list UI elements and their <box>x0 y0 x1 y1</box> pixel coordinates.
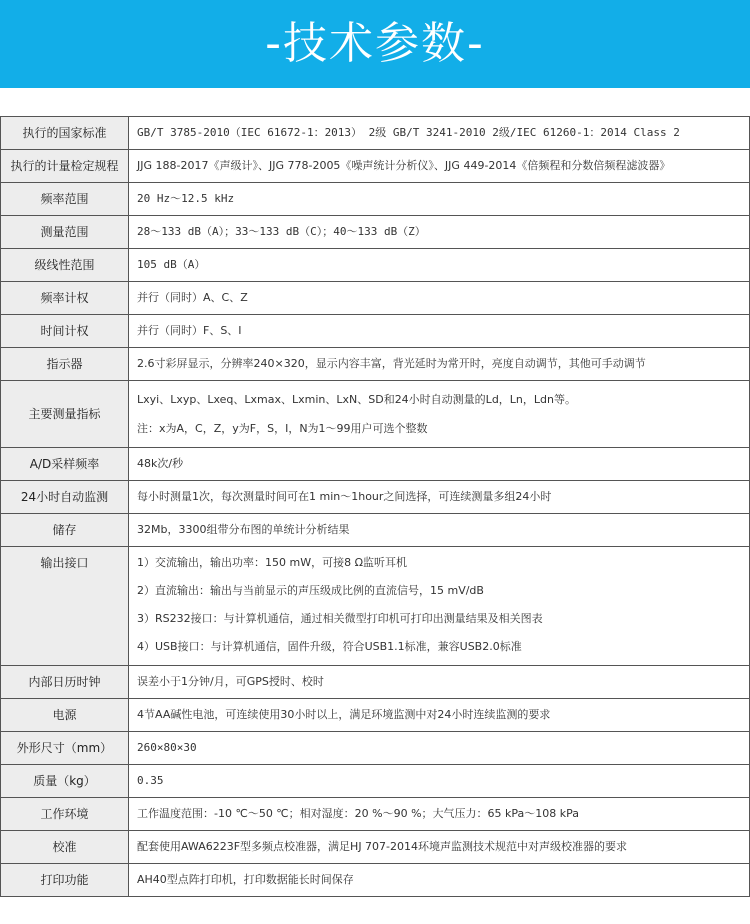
row-label: 内部日历时钟 <box>1 666 129 699</box>
table-row <box>1 732 750 765</box>
row-label: 频率范围 <box>1 183 129 216</box>
table-row <box>1 481 750 514</box>
header-banner <box>0 0 750 88</box>
table-row <box>1 249 750 282</box>
table-row <box>1 864 750 897</box>
row-label: 指示器 <box>1 348 129 381</box>
row-value: 1）交流输出，输出功率：150 mW，可接8 Ω监听耳机 2）直流输出：输出与当前显示的声压级成比例的直流信号，15 mV/dB 3）RS232接口：与计算机通信，通过相关微型打印机可打印出测量结果及相关图表 4）USB接口：与计算机通信，固件升级，符合USB1.1标准，兼容USB2.0标准 <box>129 547 750 666</box>
row-label: 执行的国家标准 <box>1 117 129 150</box>
row-label: 质量（kg） <box>1 765 129 798</box>
row-value: GB/T 3785-2010（IEC 61672-1：2013） 2级 GB/T 3241-2010 2级/IEC 61260-1：2014 Class 2 <box>129 117 750 150</box>
table-row <box>1 216 750 249</box>
table-row <box>1 448 750 481</box>
row-label: 24小时自动监测 <box>1 481 129 514</box>
row-label: 外形尺寸（mm） <box>1 732 129 765</box>
table-row <box>1 150 750 183</box>
table-row <box>1 315 750 348</box>
row-label: A/D采样频率 <box>1 448 129 481</box>
row-value: 32Mb，3300组带分布图的单统计分析结果 <box>129 514 750 547</box>
row-label: 电源 <box>1 699 129 732</box>
table-row <box>1 666 750 699</box>
table-row <box>1 765 750 798</box>
table-row <box>1 117 750 150</box>
row-value: 105 dB（A） <box>129 249 750 282</box>
table-row <box>1 183 750 216</box>
row-value: JJG 188-2017《声级计》、JJG 778-2005《噪声统计分析仪》、JJG 449-2014《倍频程和分数倍频程滤波器》 <box>129 150 750 183</box>
row-value: 260×80×30 <box>129 732 750 765</box>
row-value: 每小时测量1次，每次测量时间可在1 min～1hour之间选择，可连续测量多组24小时 <box>129 481 750 514</box>
row-value: 并行（同时）F、S、I <box>129 315 750 348</box>
table-row <box>1 514 750 547</box>
table-row <box>1 348 750 381</box>
row-label: 打印功能 <box>1 864 129 897</box>
row-label: 执行的计量检定规程 <box>1 150 129 183</box>
row-value: 2.6寸彩屏显示，分辨率240×320，显示内容丰富，背光延时为常开时，亮度自动调节，其他可手动调节 <box>129 348 750 381</box>
row-value: 20 Hz～12.5 kHz <box>129 183 750 216</box>
row-value: AH40型点阵打印机，打印数据能长时间保存 <box>129 864 750 897</box>
row-label: 工作环境 <box>1 798 129 831</box>
row-value: Lxyi、Lxyp、Lxeq、Lxmax、Lxmin、LxN、SD和24小时自动测量的Ld，Ln，Ldn等。 注：x为A，C，Z，y为F，S，I，N为1～99用户可选个整数 <box>129 381 750 448</box>
row-label: 主要测量指标 <box>1 381 129 448</box>
row-value: 4节AA碱性电池，可连续使用30小时以上，满足环境监测中对24小时连续监测的要求 <box>129 699 750 732</box>
row-label: 输出接口 <box>1 547 129 666</box>
row-value: 工作温度范围：-10 ℃～50 ℃；相对湿度：20 %～90 %；大气压力：65 kPa～108 kPa <box>129 798 750 831</box>
row-value: 0.35 <box>129 765 750 798</box>
row-value: 28～133 dB（A）；33～133 dB（C）；40～133 dB（Z） <box>129 216 750 249</box>
row-value: 误差小于1分钟/月，可GPS授时、校时 <box>129 666 750 699</box>
row-value: 并行（同时）A、C、Z <box>129 282 750 315</box>
spec-table <box>0 116 750 897</box>
page-title: -技术参数- <box>265 18 485 69</box>
row-label: 级线性范围 <box>1 249 129 282</box>
row-label: 时间计权 <box>1 315 129 348</box>
table-row <box>1 831 750 864</box>
row-label: 测量范围 <box>1 216 129 249</box>
row-value: 配套使用AWA6223F型多频点校准器，满足HJ 707-2014环境声监测技术规范中对声级校准器的要求 <box>129 831 750 864</box>
row-label: 校准 <box>1 831 129 864</box>
row-label: 储存 <box>1 514 129 547</box>
row-value: 48k次/秒 <box>129 448 750 481</box>
table-row <box>1 699 750 732</box>
table-row <box>1 282 750 315</box>
row-label: 频率计权 <box>1 282 129 315</box>
table-row <box>1 381 750 448</box>
table-row <box>1 798 750 831</box>
table-row <box>1 547 750 666</box>
